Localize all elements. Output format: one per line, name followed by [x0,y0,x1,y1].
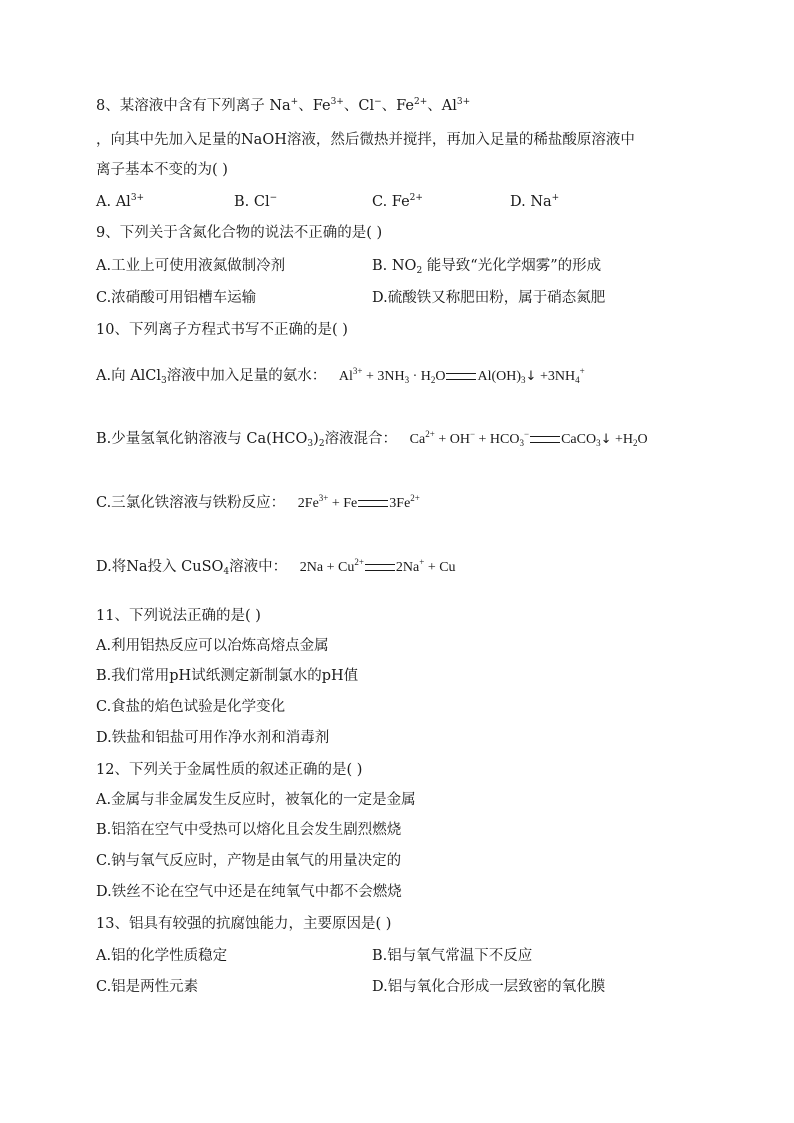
q10-option-c: C.三氯化铁溶液与铁粉反应： $2Fe^{3+} + Fe$ $3Fe^{2+}$ [96,493,420,511]
q10-equation-c: $2Fe^{3+} + Fe$ $3Fe^{2+}$ [297,493,420,511]
q10-equation-b: $Ca^{2+} + OH^- + HCO_3^-$ CaCO$_3$↓ $+H_2O$ [409,429,648,448]
q10-stem: 10、下列离子方程式书写不正确的是( ) [96,322,348,338]
q12-option-b: B.铝箔在空气中受热可以熔化且会发生剧烈燃烧 [96,822,402,838]
q9-option-d: D.硫酸铁又称肥田粉，属于硝态氮肥 [372,290,606,306]
q9-option-a: A.工业上可使用液氮做制冷剂 [96,258,286,274]
q9-option-c: C.浓硝酸可用铝槽车运输 [96,290,257,306]
q13-option-b: B.铝与氧气常温下不反应 [372,948,533,964]
q10-equation-a: $Al^{3+} + 3NH_3 \cdot H_2O$ $Al(OH)_3↓ +3NH_4^+$ [338,366,585,385]
q12-option-c: C.钠与氧气反应时，产物是由氧气的用量决定的 [96,853,402,869]
q13-options-row2 [96,977,716,997]
q8-option-a: A. $Al^{3+}$ [96,193,145,210]
q9-options-row2 [96,288,716,308]
q10-equation-d: $2Na + Cu^{2+}$ 2Na+ + Cu [299,557,456,575]
q8-option-c: C. $Fe^{2+}$ [372,193,423,210]
q10-option-b: B.少量氢氧化钠溶液与 $Ca(HCO_3)_2$溶液混合： $Ca^{2+} + OH^- + HCO_3^-$ CaCO$_3$↓ $+H_2O$ [96,429,648,449]
q13-option-c: C.铝是两性元素 [96,979,199,995]
q8-stem-cont2: 离子基本不变的为( ) [96,162,228,178]
q8-stem: 8、某溶液中含有下列离子 Na+、$Fe^{3+}$、Cl−、$Fe^{2+}$、$Al^{3+}$ [96,97,471,114]
q11-stem: 11、下列说法正确的是( ) [96,608,261,624]
q9-options-row1 [96,256,716,276]
q13-option-a: A.铝的化学性质稳定 [96,948,228,964]
q10-option-a: A.向 AlCl$_3$溶液中加入足量的氨水： $Al^{3+} + 3NH_3 \cdot H_2O$ $Al(OH)_3↓ +3NH_4^+$ [96,366,585,386]
q12-option-a: A.金属与非金属发生反应时，被氧化的一定是金属 [96,792,416,808]
q11-option-d: D.铁盐和铝盐可用作净水剂和消毒剂 [96,730,330,746]
q9-option-b: B. $NO_2$ 能导致“光化学烟雾”的形成 [372,258,602,276]
q8-options [96,192,716,212]
q8-option-d: D. Na+ [510,193,560,210]
q8-option-b: B. Cl− [234,193,278,210]
q13-options-row1 [96,946,716,966]
q13-stem: 13、铝具有较强的抗腐蚀能力，主要原因是( ) [96,916,392,932]
q11-option-c: C.食盐的焰色试验是化学变化 [96,699,286,715]
q11-option-a: A.利用铝热反应可以冶炼高熔点金属 [96,638,329,654]
q9-stem: 9、下列关于含氮化合物的说法不正确的是( ) [96,225,383,241]
q12-stem: 12、下列关于金属性质的叙述正确的是( ) [96,762,363,778]
q10-option-d: D.将Na投入 CuSO$_4$溶液中： $2Na + Cu^{2+}$ 2Na+ + Cu [96,557,456,577]
q8-stem-cont: ，向其中先加入足量的NaOH溶液，然后微热并搅拌，再加入足量的稀盐酸原溶液中 [96,132,635,148]
q12-option-d: D.铁丝不论在空气中还是在纯氧气中都不会燃烧 [96,884,402,900]
q11-option-b: B.我们常用pH试纸测定新制氯水的pH值 [96,668,359,684]
q13-option-d: D.铝与氧化合形成一层致密的氧化膜 [372,979,606,995]
